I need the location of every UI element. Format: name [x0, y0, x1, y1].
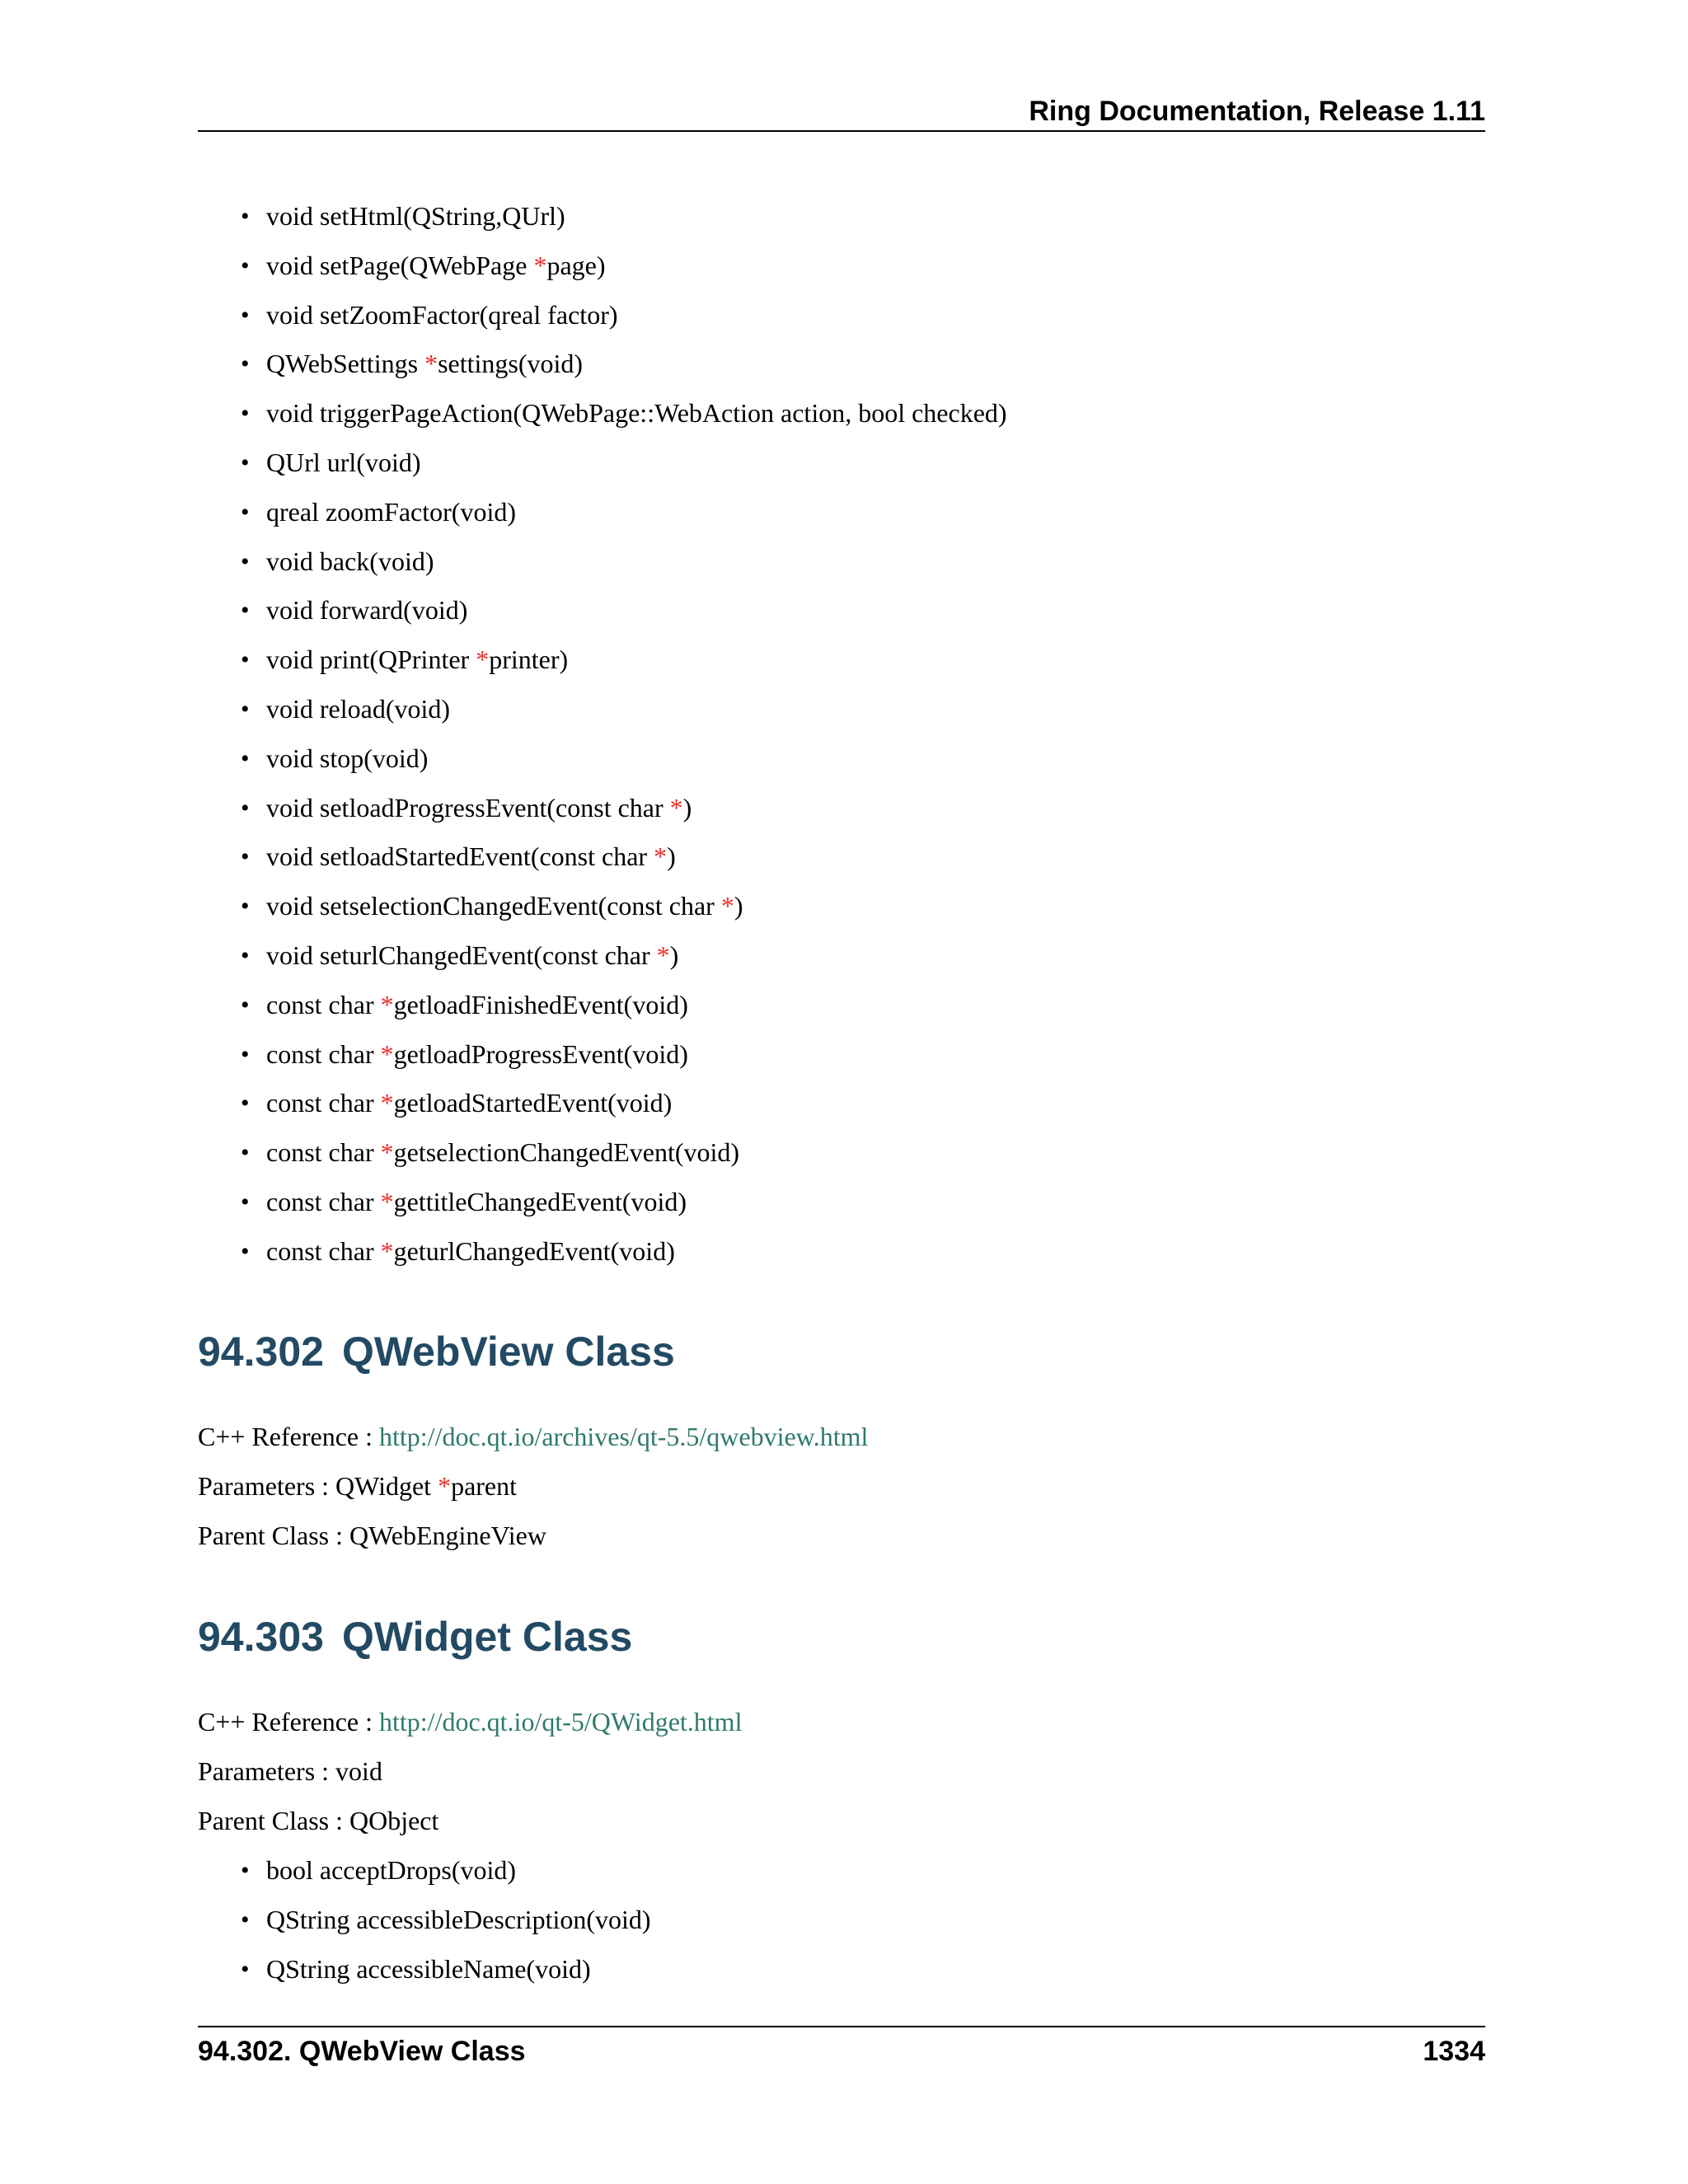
list-item	[198, 734, 1484, 784]
pointer-star: *	[720, 891, 734, 921]
list-item	[198, 1945, 1484, 1994]
parameters-value: parent	[451, 1471, 518, 1501]
pointer-star: *	[533, 250, 547, 280]
list-item	[198, 685, 1484, 734]
bullet-icon: •	[241, 991, 250, 1019]
signature-text: void setloadProgressEvent(const char	[266, 792, 670, 823]
bullet-icon: •	[241, 744, 250, 772]
bullet-icon: •	[241, 400, 250, 428]
bullet-icon: •	[241, 794, 250, 822]
signature-text: QString accessibleName(void)	[266, 1953, 591, 1984]
signature-text: settings(void)	[438, 349, 584, 379]
bullet-icon: •	[241, 350, 250, 378]
signature-text: void seturlChangedEvent(const char	[266, 940, 657, 970]
pointer-star: *	[380, 1235, 394, 1266]
pointer-star: *	[380, 1186, 394, 1216]
list-item	[198, 1030, 1484, 1080]
signature-text: )	[669, 940, 679, 970]
signature-text: getloadFinishedEvent(void)	[393, 989, 688, 1019]
parameters-label: Parameters : QWidget	[198, 1471, 438, 1501]
signature-text: void back(void)	[266, 546, 434, 576]
signature-text: void print(QPrinter	[266, 644, 476, 675]
signature-text: void forward(void)	[266, 595, 468, 626]
signature-text: )	[734, 891, 743, 921]
signature-text: QUrl url(void)	[266, 447, 421, 477]
signature-text: const char	[266, 1235, 381, 1266]
signature-text: )	[667, 841, 676, 872]
section-title: QWidget Class	[341, 1614, 633, 1660]
signature-text: void stop(void)	[266, 743, 429, 773]
parent-class-qwebview: Parent Class : QWebEngineView	[198, 1521, 546, 1550]
signature-text: const char	[266, 1088, 381, 1118]
signature-text: QString accessibleDescription(void)	[266, 1904, 651, 1934]
list-item	[198, 488, 1484, 537]
signature-text: void setloadStartedEvent(const char	[266, 841, 654, 872]
signature-text: void triggerPageAction(QWebPage::WebAction action, bool checked)	[266, 398, 1007, 429]
section-title: QWebView Class	[341, 1329, 675, 1375]
bullet-icon: •	[241, 646, 250, 674]
bullet-icon: •	[241, 498, 250, 526]
bullet-icon: •	[241, 597, 250, 625]
page-footer	[198, 2026, 1485, 2067]
cpp-reference-qwebview	[198, 1420, 868, 1453]
bullet-icon: •	[241, 1188, 250, 1216]
bullet-icon: •	[241, 251, 250, 279]
list-item	[198, 931, 1484, 981]
signature-text: void setPage(QWebPage	[266, 250, 534, 280]
signature-text: printer)	[489, 644, 569, 675]
signature-text: const char	[266, 989, 381, 1019]
list-item	[198, 1896, 1484, 1945]
signature-text: geturlChangedEvent(void)	[393, 1235, 675, 1266]
list-item	[198, 340, 1484, 389]
bullet-icon: •	[241, 203, 250, 230]
pointer-star: *	[476, 644, 490, 675]
document-title: Ring Documentation, Release 1.11	[1029, 96, 1485, 127]
parameters-qwidget: Parameters : void	[198, 1756, 382, 1786]
list-item	[198, 1227, 1484, 1277]
bullet-icon: •	[241, 893, 250, 921]
signature-text: void setselectionChangedEvent(const char	[266, 891, 721, 921]
reference-label: C++ Reference :	[198, 1422, 379, 1451]
cpp-reference-qwidget	[198, 1705, 742, 1738]
signature-text: void reload(void)	[266, 693, 451, 724]
section-number: 94.303	[198, 1614, 324, 1660]
bullet-icon: •	[241, 695, 250, 723]
signature-text: page)	[546, 250, 606, 280]
bullet-icon: •	[241, 941, 250, 969]
bullet-icon: •	[241, 1090, 250, 1118]
reference-link[interactable]: http://doc.qt.io/archives/qt-5.5/qwebview.html	[379, 1422, 869, 1451]
pointer-star: *	[424, 349, 438, 379]
list-item	[198, 784, 1484, 833]
pointer-star: *	[669, 792, 683, 823]
section-number: 94.302	[198, 1329, 324, 1375]
list-item	[198, 241, 1484, 291]
signature-text: qreal zoomFactor(void)	[266, 496, 516, 527]
signature-text: void setHtml(QString,QUrl)	[266, 201, 565, 231]
list-item	[198, 438, 1484, 488]
signature-text: )	[682, 792, 692, 823]
signature-text: bool acceptDrops(void)	[266, 1855, 517, 1885]
bullet-icon: •	[241, 1955, 250, 1983]
list-item	[198, 586, 1484, 635]
signature-text: getselectionChangedEvent(void)	[393, 1137, 740, 1168]
reference-label: C++ Reference :	[198, 1707, 379, 1736]
signature-text: const char	[266, 1137, 381, 1168]
pointer-star: *	[380, 989, 394, 1019]
bullet-icon: •	[241, 1905, 250, 1933]
signature-text: void setZoomFactor(qreal factor)	[266, 299, 618, 330]
section-heading-qwebview	[198, 1327, 675, 1376]
page-number: 1334	[1423, 2036, 1485, 2067]
section-heading-qwidget	[198, 1612, 632, 1661]
list-item	[198, 1128, 1484, 1178]
bullet-icon: •	[241, 1857, 250, 1884]
signature-text: const char	[266, 1038, 381, 1069]
list-item	[198, 389, 1484, 438]
signature-text: const char	[266, 1186, 381, 1216]
signature-text: getloadProgressEvent(void)	[393, 1038, 688, 1069]
method-list-qwidget	[198, 1846, 1484, 1994]
footer-section-title: 94.302. QWebView Class	[198, 2036, 526, 2067]
list-item	[198, 1079, 1484, 1128]
reference-link[interactable]: http://doc.qt.io/qt-5/QWidget.html	[379, 1707, 743, 1736]
parent-class-qwidget: Parent Class : QObject	[198, 1806, 439, 1835]
method-list-qwebview-top	[198, 192, 1484, 1277]
bullet-icon: •	[241, 1040, 250, 1068]
signature-text: getloadStartedEvent(void)	[393, 1088, 673, 1118]
signature-text: gettitleChangedEvent(void)	[393, 1186, 687, 1216]
list-item	[198, 537, 1484, 587]
parameters-qwebview	[198, 1469, 517, 1502]
pointer-star: *	[380, 1088, 394, 1118]
signature-text: QWebSettings	[266, 349, 425, 379]
pointer-star: *	[380, 1038, 394, 1069]
page-header	[198, 92, 1485, 132]
pointer-star: *	[656, 940, 670, 970]
list-item	[198, 192, 1484, 241]
list-item	[198, 635, 1484, 685]
bullet-icon: •	[241, 1139, 250, 1167]
list-item	[198, 882, 1484, 931]
bullet-icon: •	[241, 547, 250, 575]
pointer-star: *	[654, 841, 668, 872]
list-item	[198, 981, 1484, 1030]
bullet-icon: •	[241, 1237, 250, 1265]
bullet-icon: •	[241, 843, 250, 871]
list-item	[198, 291, 1484, 340]
pointer-star: *	[438, 1471, 452, 1501]
bullet-icon: •	[241, 448, 250, 476]
pointer-star: *	[380, 1137, 394, 1168]
bullet-icon: •	[241, 301, 250, 329]
list-item	[198, 1178, 1484, 1227]
list-item	[198, 832, 1484, 882]
list-item	[198, 1846, 1484, 1896]
